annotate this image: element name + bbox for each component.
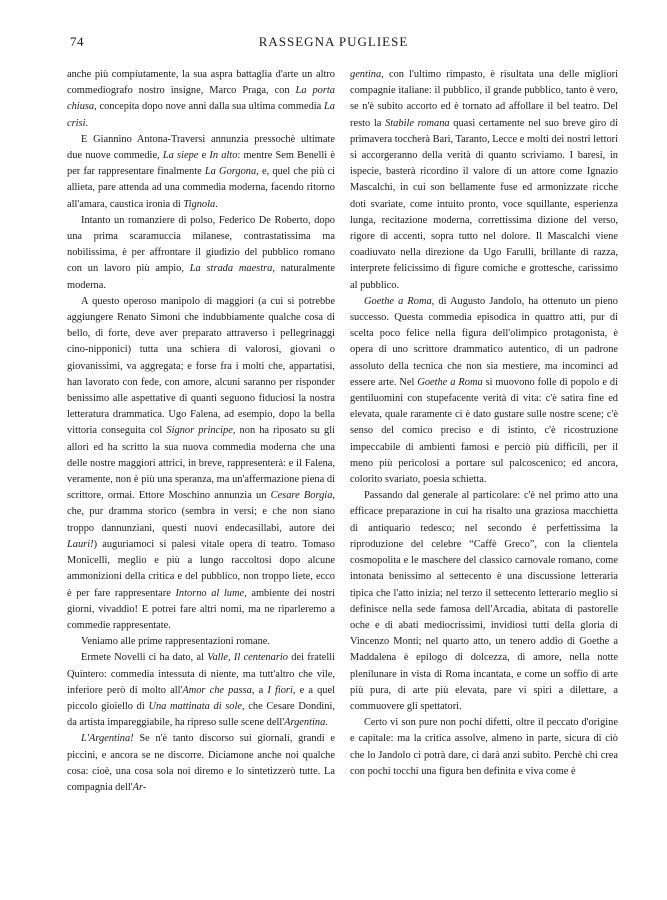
italic-title: Valle, Il centenario [207,652,288,664]
text-run: Ermete Novelli ci ha dato, al [81,652,208,664]
text-run: , che Cesare Dondini, da artista impareggiabile, ha ripreso sulle scene dell' [67,700,335,729]
italic-title: Goethe a Roma [417,376,483,388]
paragraph [67,634,335,650]
italic-title: In alto [209,150,238,162]
italic-title: La Gorgona [204,166,257,178]
text-run: , naturalmente moderna. [67,263,335,291]
text-run: , ambiente dei nostri giorni, vivaddio! E potrei fare altri nomi, ma ne riparleremo a commedie rappresentate. [67,587,336,631]
text-run: : mentre Sem Benelli è per far rappresentare finalmente [67,150,335,178]
text-run: , di Augusto Jandolo, ha ottenuto un pieno successo. Questa commedia episodica in quattro atti, pur di scelta poco felice nella figura dell'olimpico protagonista, è opera di uno scrittore drammatico autentico, di un padrone assoluto della tecnica che non sia mestiere, ma incominci ad essere arte. Nel [350,295,619,388]
text-run: dei fratelli Quintero: commedia intessuta di niente, ma tutt'altro che vile, inferiore però di molto all' [67,652,335,696]
text-run: Passando dal generale al particolare: c'è nel primo atto una efficace preparazione in cui ha risalto una graziosa macchietta di antiquario tedesco; nel secondo è perfettissima la riproduzione del celebre “Caffè Greco”, con la clientela cosmopolita e le maschere del classico carnovale romano, come intonata benissimo al settecento è una discussione letteraria tipica che l'atto inizia; nel terzo il settecento letterario meglio si definisce nella sede famosa dell'Arcadia, abitata di pastorelle oche e di abati mediocrissimi, invidiosi tutti della gloria di Vincenzo Monti; nel quarto atto, un tenero addio di Goethe a Maddalena è epilogo di dolcezza, di amore, nella notte plenilunare in vista di Roma incantata, e come un soffio di arte più pura, di arte più elevata, pare vi spiri a dilettare, a commuovere gli spettatori. [350,490,618,712]
italic-title: Amor che passa [182,684,252,696]
paragraph [350,715,618,780]
italic-title: La porta chiusa [67,85,336,113]
italic-title: La crisi [67,101,335,129]
italic-title: Stabile romana [385,117,450,129]
italic-title: gentina [350,69,382,80]
italic-title: Intorno al lume [175,587,245,599]
text-run: , che, pur dramma storico (sembra in versi; e che non siano troppo dannunziani, questi nuovi endecasillabi, autore dei [67,490,335,534]
paragraph [67,213,335,294]
italic-title: La strada maestra [189,263,273,275]
text-run: . [215,198,218,210]
text-run: , e a quel piccolo gioiello di [67,684,335,712]
text-run: anche più compiutamente, la sua aspra battaglia d'arte un altro commediografo nostro insigne, Marco Praga, con [67,69,335,97]
paragraph [67,731,335,796]
paragraph [350,67,618,294]
italic-title: Lauri! [67,538,94,550]
text-run: Se n'è tanto discorso sui giornali, grandi e piccini, e ancora se ne discorre. Diciamone anche noi qualche cosa: cioè, una cosa sola noi diremo e lo sintetizzerò tutte. La compagnia dell' [67,733,335,793]
text-run: Veniamo alle prime rappresentazioni romane. [81,636,270,648]
italic-title: Una mattinata di sole [148,700,243,712]
paragraph [67,132,335,213]
text-run: , concepita dopo nove anni dalla sua ultima commedia [94,101,325,113]
text-run: , con l'ultimo rimpasto, è risultata una delle migliori compagnie italiane: il pubblico, il grande pubblico, tanto è vero, se n'è subito accorto ed è tornato ad affollare il bel teatro. Del resto la [350,69,618,129]
italic-title: Tignola [183,198,216,210]
paragraph [350,294,618,488]
text-run: , e, quel che più ci allieta, pare attenda ad una commedia moderna, facendo ritorno all'amara, caustica ironia di [67,166,335,210]
text-run: Certo vi son pure non pochi difetti, oltre il peccato d'origine e capitale: ma la critica assolve, almeno in parte, sicura di ciò che lo Jandolo ci potrà dare, ci darà anzi subito. Perchè chi crea con pochi tocchi una figura ben definita e viva come è [350,717,618,777]
page-number: 74 [70,34,84,49]
left-column [67,67,335,796]
text-run: quasi certamente nel suo breve giro di primavera toccherà Bari, Taranto, Lecce e molti dei nostri lettori si accorgeranno della verità di quanto scriviamo. I baresi, in ispecie, basterà ricordino il valore di un attore come Ignazio Mascalchi, in cui son bellamente fuse ed armonizzate ricche doti svariate, come intuito pronto, voce squillante, esperienza lunga, recitazione moderna, correttissima dizione del verso, rigore di accenti, sopra tutto nel dolore. Il Mascalchi viene coadiuvato nella direzione da Ugo Farulli, brillante di razza, interprete felicissimo di figure comiche e grottesche, carissimo al pubblico. [350,117,618,291]
italic-title: Signor principe [166,425,233,437]
italic-title: Goethe a Roma [364,295,432,307]
paragraph [67,650,335,731]
paragraph [350,488,618,715]
text-run: . [85,117,89,129]
text-run: , a [251,684,268,696]
text-run: si muovono folle di popolo e di gentiluomini con stupefacente verità di vita: c'è satira fine ed elevata, quale raramente ci è dato gustare sulle nostre scene; c'è senso del comico preciso e di istinto, c'è ricostruzione impeccabile di ambienti famosi e perciò più difficili, per il meno più pericolosi a portare sul palcoscenico; ed ancora, colorito svariato, poesia schietta. [350,376,618,486]
italic-title: L'Argentina! [81,733,134,745]
text-run: A questo operoso manipolo di maggiori (a cui si potrebbe aggiungere Renato Simoni che indubbiamente qualche cosa di bello, di forte, deve aver preparato attraverso i pellegrinaggi cino-nipponici) tutta una schiera di valorosi, giovani o giovanissimi, va aggregata; e forse fra i molti che, appartatisi, han lavorato con fede, con amore, alcuni saranno per risponder benissimo alle aspettative di quanti seguono fiduciosi la nostra letteratura drammatica. Ugo Falena, ad esempio, dopo la bella vittoria conseguita col [67,295,335,437]
italic-title: Ar- [132,781,147,793]
italic-title: Argentina [284,717,326,729]
right-column [350,67,618,780]
text-run: E Giannino Antona-Traversi annunzia pressochè ultimate due nuove commedie, [67,133,335,162]
paragraph [67,294,335,634]
text-run: ) auguriamoci si palesi vitale opera di teatro. Tomaso Monicelli, meglio e più a lungo raccoltosi dopo alcune ammonizioni della critica e del pubblico, non troppo liete, ecco è per fare rappresentare [67,538,335,599]
running-title: RASSEGNA PUGLIESE [258,34,409,49]
paragraph [67,67,335,132]
text-run: Intanto un romanziere di polso, Federico De Roberto, dopo una prima scaramuccia milanese, contrastatissima ma nobilissima, è per affrontare il giudizio del pubblico romano con un lavoro più ampio, [67,214,335,275]
text-run: e [198,150,210,162]
italic-title: Cesare Borgia [270,490,333,502]
text-run: . [325,717,328,729]
italic-title: La siepe [162,150,199,162]
text-run: , non ha riposato su gli allori ed ha scritto la sua nuova commedia moderna che una delle nostre maggiori attrici, in breve, rappresenterà: e il Falena, veramente, non è più una speranza, ma un'affermazione piena di scrittore, ormai. Ettore Moschino annunzia un [67,425,335,502]
italic-title: I fiori [267,684,293,696]
